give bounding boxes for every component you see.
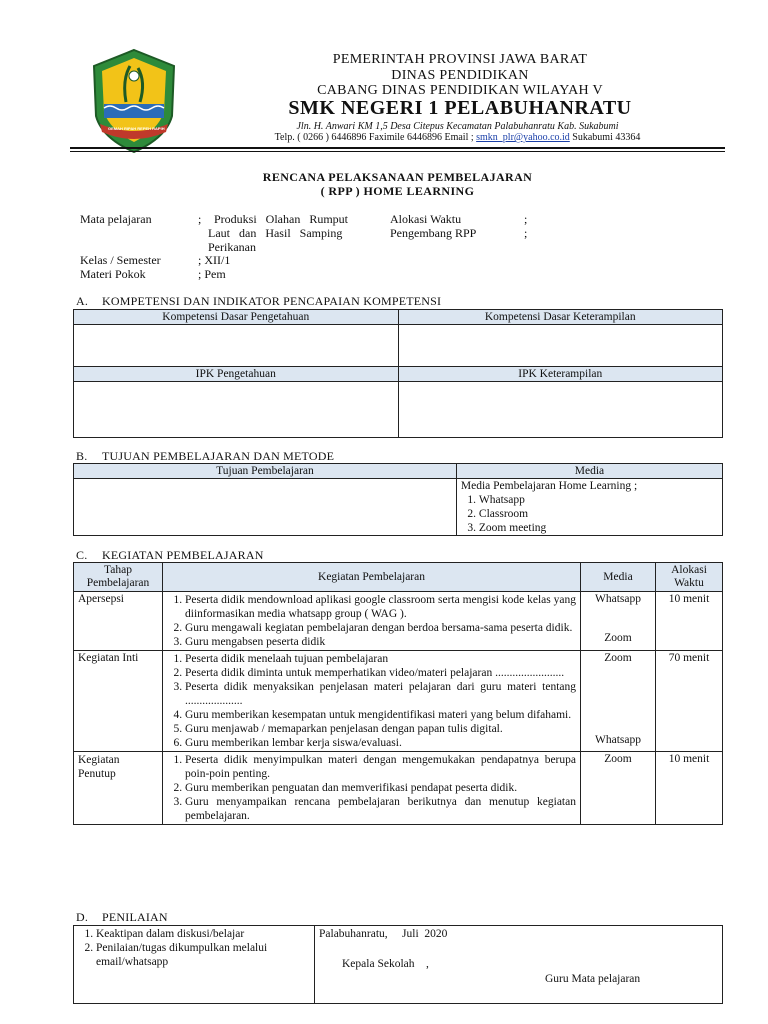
header-tujuan: Tujuan Pembelajaran bbox=[74, 464, 457, 479]
section-b-heading bbox=[76, 449, 334, 464]
info-mapel-value-1: Produksi Olahan Rumput bbox=[214, 212, 348, 226]
header-branch: CABANG DINAS PENDIDIKAN WILAYAH V bbox=[317, 83, 603, 98]
tahap-inti: Kegiatan Inti bbox=[74, 651, 163, 752]
info-pengembang-sep: ; bbox=[524, 226, 528, 240]
header-school-name: SMK NEGERI 1 PELABUHANRATU bbox=[288, 97, 632, 119]
table-row bbox=[74, 752, 723, 825]
header-phone: Telp. ( 0266 ) 6446896 Faximile 6446896 Email ; bbox=[274, 132, 474, 143]
info-alokasi-label: Alokasi Waktu bbox=[390, 212, 462, 226]
info-mapel-sep: ; bbox=[198, 212, 202, 226]
list-item: 3. Guru menyampaikan rencana pembelajaran berikutnya dan menutup kegiatan pembelajaran. bbox=[185, 795, 576, 823]
info-materi-value: ; Pem bbox=[198, 267, 226, 281]
media-item: 2. Classroom bbox=[479, 507, 718, 521]
media-cell bbox=[581, 592, 656, 651]
list-item: 1. Peserta didik menyimpulkan materi dengan mengemukakan pendapatnya berupa poin-poin penting. bbox=[185, 753, 576, 781]
header-contact bbox=[180, 132, 735, 143]
list-item: 6. Guru memberikan lembar kerja siswa/evaluasi. bbox=[185, 736, 576, 750]
header-province: PEMERINTAH PROVINSI JAWA BARAT bbox=[332, 52, 588, 67]
header-email-link[interactable]: smkn_plr@yahoo.co.id bbox=[476, 132, 570, 143]
table-row bbox=[74, 651, 723, 752]
section-c-title: KEGIATAN PEMBELAJARAN bbox=[102, 548, 264, 562]
waktu-cell: 10 menit bbox=[656, 592, 723, 651]
media-value: Whatsapp bbox=[595, 593, 641, 605]
assessment-list-cell bbox=[74, 926, 315, 1004]
info-mapel-value-3: Perikanan bbox=[208, 240, 256, 254]
list-item: 1. Keaktipan dalam diskusi/belajar bbox=[96, 927, 310, 941]
header-address: Jln. H. Anwari KM 1,5 Desa Citepus Kecamatan Palabuhanratu Kab. Sukabumi bbox=[296, 121, 619, 132]
header-rule-thick bbox=[70, 147, 725, 149]
list-item: 2. Peserta didik diminta untuk memperhatikan video/materi pelajaran ........................ bbox=[185, 666, 576, 680]
header-ipk-keterampilan: IPK Keterampilan bbox=[398, 367, 723, 382]
list-item: 3. Guru mengabsen peserta didik bbox=[185, 635, 576, 649]
header-rule-thin bbox=[70, 151, 725, 152]
media-value: Whatsapp bbox=[595, 734, 641, 746]
section-b-title: TUJUAN PEMBELAJARAN DAN METODE bbox=[102, 449, 335, 463]
section-c-number: C. bbox=[76, 548, 88, 562]
signature-cell bbox=[315, 926, 723, 1004]
place-date: Palabuhanratu, Juli 2020 bbox=[319, 928, 448, 940]
info-mapel-value-2: Laut dan Hasil Samping bbox=[208, 226, 343, 240]
info-alokasi-sep: ; bbox=[524, 212, 528, 226]
list-item: 4. Guru memberikan kesempatan untuk mengidentifikasi materi yang belum difahami. bbox=[185, 708, 576, 722]
kegiatan-list bbox=[163, 752, 581, 825]
assessment-table bbox=[73, 925, 723, 1004]
doc-subtitle: ( RPP ) HOME LEARNING bbox=[320, 184, 475, 198]
header-kegiatan: Kegiatan Pembelajaran bbox=[163, 563, 581, 592]
list-item: 3. Peserta didik menyaksikan penjelasan materi pelajaran dari guru materi tentang .................... bbox=[185, 680, 576, 708]
media-cell bbox=[581, 651, 656, 752]
waktu-cell: 10 menit bbox=[656, 752, 723, 825]
table-row bbox=[74, 592, 723, 651]
section-b-number: B. bbox=[76, 449, 88, 463]
cell-kd-pengetahuan[interactable] bbox=[74, 325, 399, 367]
section-a-number: A. bbox=[76, 294, 89, 308]
list-item: 5. Guru menjawab / memaparkan penjelasan dengan papan tulis digital. bbox=[185, 722, 576, 736]
cell-ipk-pengetahuan[interactable] bbox=[74, 382, 399, 438]
kegiatan-list bbox=[163, 592, 581, 651]
header-kd-keterampilan: Kompetensi Dasar Keterampilan bbox=[398, 310, 723, 325]
media-value: Zoom bbox=[604, 632, 632, 644]
list-item: 1. Peserta didik menelaah tujuan pembelajaran bbox=[185, 652, 576, 666]
header-alokasi: Alokasi Waktu bbox=[656, 563, 723, 592]
kepsek-label: Kepala Sekolah , bbox=[342, 958, 429, 970]
info-materi-label: Materi Pokok bbox=[80, 267, 146, 281]
list-item: 2. Guru memberikan penguatan dan memverifikasi pendapat peserta didik. bbox=[185, 781, 576, 795]
cell-ipk-keterampilan[interactable] bbox=[398, 382, 723, 438]
section-d-title: PENILAIAN bbox=[102, 910, 168, 924]
header-city: Sukabumi 43364 bbox=[572, 132, 641, 143]
section-c-heading bbox=[76, 548, 264, 563]
section-d-heading bbox=[76, 910, 168, 925]
logo-motto: GEMAH RIPAH REPEH RAPIH bbox=[108, 126, 165, 131]
cell-media bbox=[456, 479, 722, 536]
info-kelas-value: ; XII/1 bbox=[198, 253, 231, 267]
competency-table bbox=[73, 309, 723, 438]
objectives-table bbox=[73, 463, 723, 536]
media-cell: Zoom bbox=[581, 752, 656, 825]
section-d-number: D. bbox=[76, 910, 89, 924]
media-item: 3. Zoom meeting bbox=[479, 521, 718, 535]
kegiatan-list bbox=[163, 651, 581, 752]
section-a-heading bbox=[76, 294, 441, 309]
cell-kd-keterampilan[interactable] bbox=[398, 325, 723, 367]
waktu-cell: 70 menit bbox=[656, 651, 723, 752]
guru-label: Guru Mata pelajaran bbox=[545, 973, 641, 985]
activities-table bbox=[73, 562, 723, 825]
header-agency: DINAS PENDIDIKAN bbox=[391, 68, 529, 83]
list-item: 2. Penilaian/tugas dikumpulkan melalui email/whatsapp bbox=[96, 941, 310, 969]
media-value: Zoom bbox=[604, 652, 632, 664]
info-pengembang-label: Pengembang RPP bbox=[390, 226, 477, 240]
media-item: 1. Whatsapp bbox=[479, 493, 718, 507]
list-item: 2. Guru mengawali kegiatan pembelajaran dengan berdoa bersama-sama peserta didik. bbox=[185, 621, 576, 635]
header-ipk-pengetahuan: IPK Pengetahuan bbox=[74, 367, 399, 382]
header-kd-pengetahuan: Kompetensi Dasar Pengetahuan bbox=[74, 310, 399, 325]
section-a-title: KOMPETENSI DAN INDIKATOR PENCAPAIAN KOMPETENSI bbox=[102, 294, 442, 308]
header-media-c: Media bbox=[581, 563, 656, 592]
header-tahap: Tahap Pembelajaran bbox=[74, 563, 163, 592]
school-logo bbox=[86, 46, 182, 156]
tahap-apersepsi: Apersepsi bbox=[74, 592, 163, 651]
media-intro: Media Pembelajaran Home Learning ; bbox=[460, 480, 638, 492]
info-mapel-label: Mata pelajaran bbox=[80, 212, 152, 226]
tahap-penutup: Kegiatan Penutup bbox=[74, 752, 163, 825]
list-item: 1. Peserta didik mendownload aplikasi google classroom serta mengisi kode kelas yang diinformasikan media whatsapp group ( WAG ). bbox=[185, 593, 576, 621]
media-list bbox=[461, 493, 718, 535]
info-kelas-label: Kelas / Semester bbox=[80, 253, 161, 267]
doc-title: RENCANA PELAKSANAAN PEMBELAJARAN bbox=[262, 170, 533, 184]
header-media: Media bbox=[456, 464, 722, 479]
cell-tujuan[interactable] bbox=[74, 479, 457, 536]
